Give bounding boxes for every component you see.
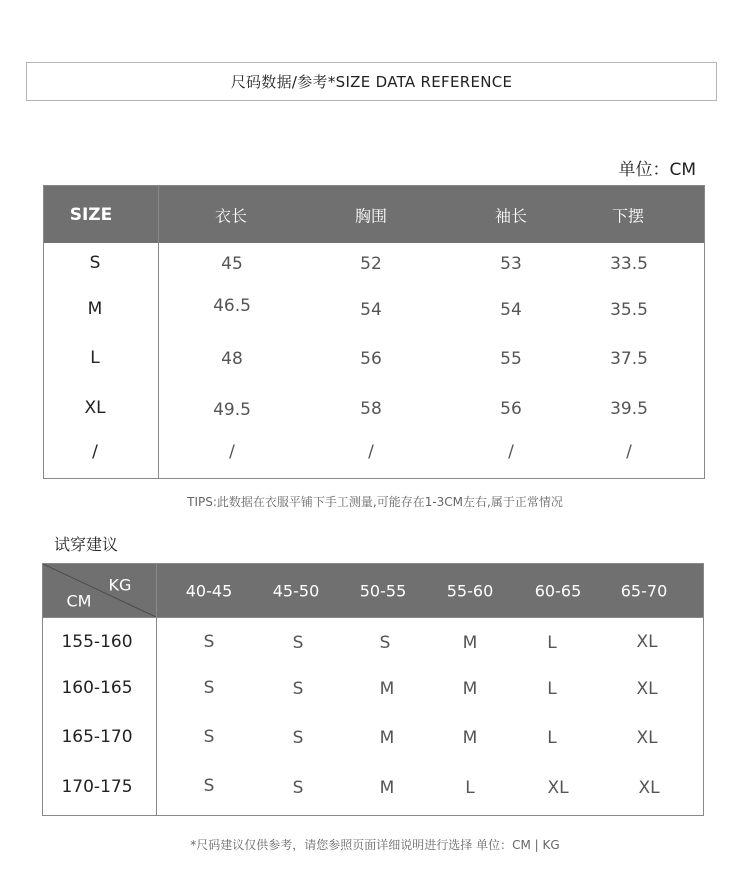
table-cell: S bbox=[379, 633, 391, 653]
table-cell: S bbox=[203, 632, 215, 652]
table-cell: S bbox=[203, 776, 215, 796]
weight-header: 55-60 bbox=[446, 581, 494, 601]
tips-note: TIPS:此数据在衣服平铺下手工测量,可能存在1-3CM左右,属于正常情况 bbox=[187, 495, 563, 509]
header-length: 衣长 bbox=[214, 206, 248, 226]
weight-header: 60-65 bbox=[534, 581, 582, 601]
table-cell: 52 bbox=[360, 254, 382, 274]
header-divider bbox=[43, 617, 703, 618]
table-cell: S bbox=[203, 727, 215, 747]
size-label: XL bbox=[84, 398, 106, 418]
size-label: S bbox=[89, 253, 101, 273]
size-column-divider bbox=[158, 186, 159, 478]
table-cell: 56 bbox=[360, 349, 382, 369]
size-data-table bbox=[43, 185, 705, 479]
table-cell: XL bbox=[638, 778, 660, 798]
table-cell: 58 bbox=[360, 399, 382, 419]
table-cell: L bbox=[547, 633, 557, 653]
table-cell: M bbox=[379, 778, 395, 798]
section-title: 试穿建议 bbox=[54, 535, 119, 554]
table-cell: 48 bbox=[221, 349, 243, 369]
corner-label-cm: CM bbox=[66, 591, 92, 611]
height-label: 170-175 bbox=[61, 777, 133, 797]
table-cell: 46.5 bbox=[213, 296, 251, 316]
fit-recommendation-table bbox=[42, 563, 704, 816]
table-cell: / bbox=[229, 442, 235, 462]
table-cell: S bbox=[292, 633, 304, 653]
header-sleeve: 袖长 bbox=[494, 206, 528, 226]
height-column-divider bbox=[156, 564, 157, 815]
table-cell: 35.5 bbox=[610, 300, 648, 320]
table-cell: 49.5 bbox=[213, 400, 251, 420]
header-chest: 胸围 bbox=[354, 206, 388, 226]
diagonal-divider bbox=[43, 564, 156, 617]
table-cell: S bbox=[203, 678, 215, 698]
table-cell: / bbox=[368, 442, 374, 462]
title-banner bbox=[26, 62, 717, 101]
size-label: M bbox=[87, 299, 103, 319]
page-title: 尺码数据/参考*SIZE DATA REFERENCE bbox=[230, 73, 513, 91]
table-cell: 56 bbox=[500, 399, 522, 419]
height-label: 165-170 bbox=[61, 727, 133, 747]
table-cell: 54 bbox=[500, 300, 522, 320]
table-cell: M bbox=[379, 679, 395, 699]
table-cell: L bbox=[547, 728, 557, 748]
table-cell: M bbox=[462, 679, 478, 699]
table-cell: M bbox=[379, 728, 395, 748]
header-hem: 下摆 bbox=[611, 206, 645, 226]
size-label: L bbox=[90, 348, 100, 368]
size-label: / bbox=[92, 442, 98, 462]
unit-label: 单位：CM bbox=[618, 160, 696, 180]
table-cell: 54 bbox=[360, 300, 382, 320]
weight-header: 40-45 bbox=[185, 581, 233, 601]
table-cell: 45 bbox=[221, 254, 243, 274]
table-cell: XL bbox=[636, 679, 658, 699]
table-cell: S bbox=[292, 728, 304, 748]
corner-label-kg: KG bbox=[108, 575, 132, 595]
height-label: 155-160 bbox=[61, 632, 133, 652]
table-cell: 55 bbox=[500, 349, 522, 369]
table-cell: XL bbox=[636, 728, 658, 748]
height-label: 160-165 bbox=[61, 678, 133, 698]
weight-header: 50-55 bbox=[359, 581, 407, 601]
table-cell: S bbox=[292, 778, 304, 798]
table-cell: 53 bbox=[500, 254, 522, 274]
weight-header: 65-70 bbox=[620, 581, 668, 601]
table-cell: M bbox=[462, 633, 478, 653]
footer-note: *尺码建议仅供参考，请您参照页面详细说明进行选择 单位：CM | KG bbox=[190, 838, 560, 852]
table-cell: XL bbox=[547, 778, 569, 798]
table-cell: 37.5 bbox=[610, 349, 648, 369]
table-cell: L bbox=[465, 778, 475, 798]
weight-header: 45-50 bbox=[272, 581, 320, 601]
table-cell: XL bbox=[636, 632, 658, 652]
table-cell: 33.5 bbox=[610, 254, 648, 274]
table-cell: / bbox=[626, 442, 632, 462]
table-cell: M bbox=[462, 728, 478, 748]
table-cell: / bbox=[508, 442, 514, 462]
table-cell: L bbox=[547, 679, 557, 699]
header-size: SIZE bbox=[69, 205, 113, 225]
table-cell: 39.5 bbox=[610, 399, 648, 419]
table-cell: S bbox=[292, 679, 304, 699]
